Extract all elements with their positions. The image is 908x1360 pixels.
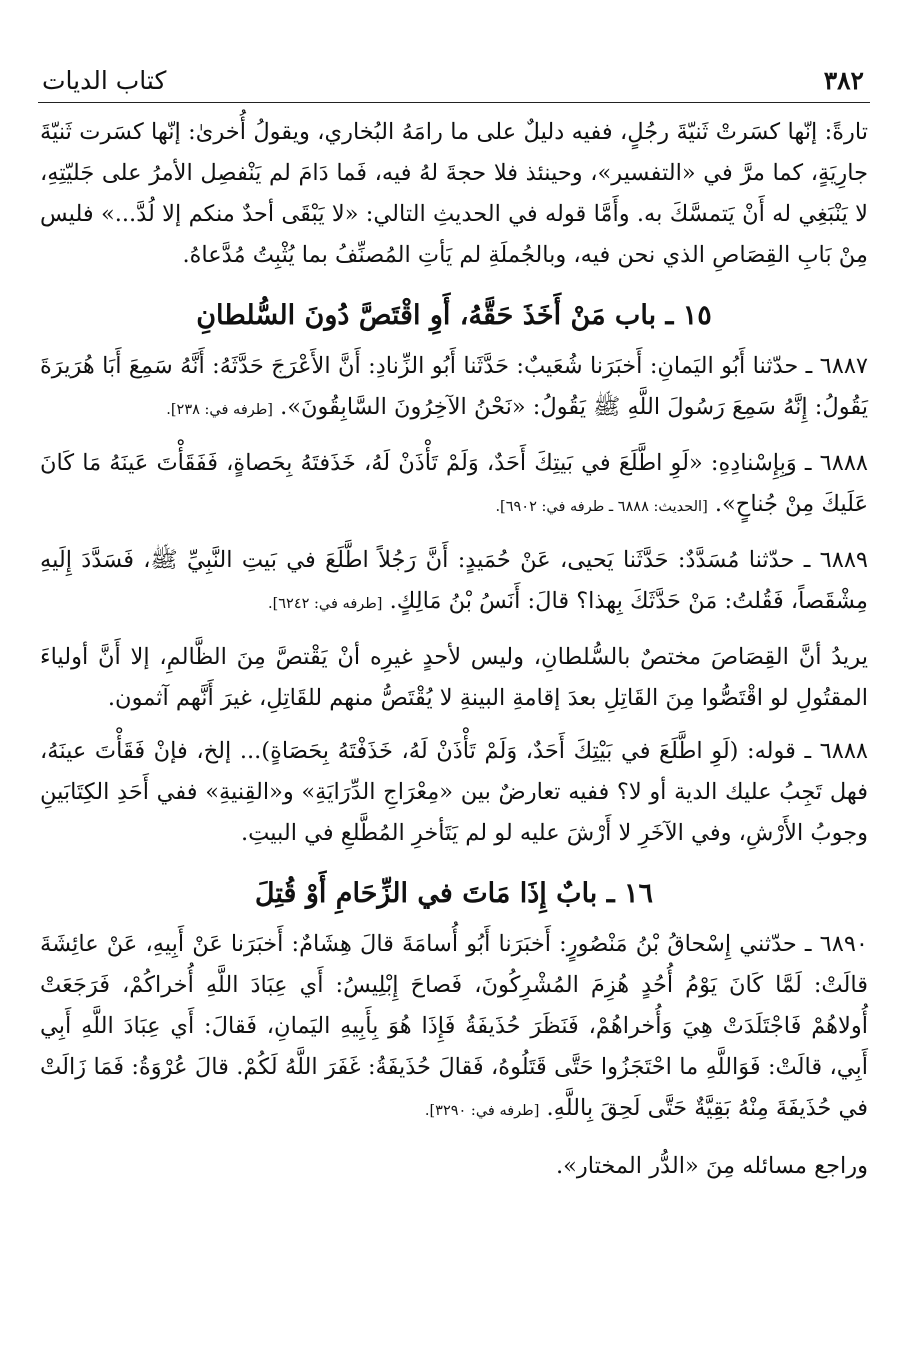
page-header bbox=[38, 58, 870, 103]
closing-line: وراجع مسائله مِنَ «الدُّر المختار». bbox=[555, 1153, 868, 1179]
hadith-6890: ٦٨٩٠ ـ حدّثني إِسْحاقُ بْنُ مَنْصُورٍ: أَخبَرَنا أَبُو أُسامَةَ قالَ هِشَامٌ: أَخبَرَنا عَنْ أَبِيهِ، عَنْ عائِشَةَ قالَتْ: لَمَّا كَانَ يَوْمُ أُحُدٍ هُزِمَ المُشْرِكُونَ، فَصاحَ إِبْلِيسُ: أَي عِبَادَ اللَّهِ أُخراكُمْ، فَرَجَعَتْ أُولاهُمْ فَاجْتَلَدَتْ هِيَ وَأُخراهُمْ، فَنَظَرَ حُذَيفَةُ فَإِذَا هُوَ بِأَبِيهِ اليَمانِ، فَقالَ: أَي عِبَادَ اللَّهِ أَبِي أَبِي، قالَتْ: فَوَاللَّهِ ما احْتَجَزُوا حَتَّى قَتَلُوهُ، فَقالَ حُذَيفَةُ: غَفَرَ اللَّهُ لَكُمْ. قالَ عُرْوَةُ: فَمَا زَالَتْ في حُذَيفَةَ مِنْهُ بَقِيَّةٌ حَتَّى لَحِقَ بِاللَّهِ. [طرفه في: ٣٢٩٠]. bbox=[40, 931, 868, 1121]
page-content bbox=[40, 112, 868, 1210]
hadith-6888: ٦٨٨٨ ـ وَبِإِسْنادِهِ: «لَوِ اطَّلَعَ في بَيتِكَ أَحَدٌ، وَلَمْ تَأْذَنْ لَهُ، خَذَفتَهُ بِحَصاةٍ، فَفَقَأْتَ عَينَهُ مَا كَانَ عَلَيكَ مِنْ جُناحٍ». [الحديث: ٦٨٨٨ ـ طرفه في: ٦٩٠٢]. bbox=[40, 450, 868, 517]
hadith-6887: ٦٨٨٧ ـ حدّثنا أَبُو اليَمانِ: أَخبَرَنا شُعَيبٌ: حَدَّثَنا أَبُو الزِّنادِ: أَنَّ الأَعْرَجَ حَدَّثَهُ: أَنَّهُ سَمِعَ أَبَا هُرَيرَةَ يَقُولُ: إِنَّهُ سَمِعَ رَسُولَ اللَّهِ ﷺ يَقُولُ: «نَحْنُ الآخِرُونَ السَّابِقُونَ». [طرفه في: ٢٣٨]. bbox=[40, 353, 868, 420]
commentary-paragraph: يريدُ أنَّ القِصَاصَ مختصٌ بالسُّلطانِ، وليس لأحدٍ غيرِه أنْ يَقْتصَّ مِنَ الظَّالمِ، إلا أَنَّ أولياءَ المقتُولِ لو اقْتَصُّوا مِنَ القَاتِلِ بعدَ إقامةِ البينةِ لا يُقْتَصُّ منهم للقَاتِلِ، غيرَ أَنَّهم آثمون. bbox=[40, 644, 868, 711]
cross-reference: [طرفه في: ٢٣٨]. bbox=[166, 402, 273, 418]
book-title: كتاب الديات bbox=[42, 66, 167, 95]
chapter-15-heading: ١٥ ـ باب مَنْ أَخَذَ حَقَّهُ، أَوِ اقْتَصَّ دُونَ السُّلطانِ bbox=[196, 300, 712, 331]
cross-reference: [طرفه في: ٦٢٤٢]. bbox=[267, 596, 383, 612]
intro-paragraph: تارةً: إنّها كسَرتْ ثَنيّةَ رجُلٍ، ففيه دليلٌ على ما رامَهُ البُخاري، ويقولُ أُخرىٰ: إنّها كسَرت ثَنيّةَ جارِيَةٍ، كما مرَّ في «التفسير»، وحينئذ فلا حجةَ لهُ فيه، فَما دَامَ لم يَنْفصِل الأمرُ على جَليّتِهِ، لا يَنْبَغِي له أَنْ يَتمسَّكَ به. وأَمَّا قوله في الحديثِ التالي: «لا يَبْقَى أحدٌ منكم إلا لُدَّ...» فليس مِنْ بَابِ القِصَاصِ الذي نحن فيه، وبالجُملَةِ لم يَأتِ المُصنِّفُ بما يُثْبِتُ مُدَّعاهُ. bbox=[40, 119, 868, 268]
cross-reference: [طرفه في: ٣٢٩٠]. bbox=[424, 1103, 540, 1119]
chapter-16-heading: ١٦ ـ بابٌ إِذَا مَاتَ في الزِّحَامِ أَوْ قُتِلَ bbox=[254, 878, 654, 909]
page-number: ٣٨٢ bbox=[823, 66, 864, 95]
commentary-6888: ٦٨٨٨ ـ قوله: (لَوِ اطَّلَعَ في بَيْتِكَ أَحَدٌ، وَلَمْ تَأْذَنْ لَهُ، خَذَفْتَهُ بِحَصَاةٍ)... إلخ، فإنْ فَقَأْتَ عينَهُ، فهل تَجِبُ عليك الدية أو لا؟ ففيه تعارضٌ بين «مِعْرَاجِ الدِّرَايَةِ» و«القِنيةِ» ففي أَحَدِ الكِتَابَينِ وجوبُ الأَرْشِ، وفي الآخَرِ لا أَرْشَ عليه لو لم يَتَأخرِ المُطَّلعِ في البيتِ. bbox=[40, 738, 868, 846]
hadith-6889: ٦٨٨٩ ـ حدّثنا مُسَدَّدٌ: حَدَّثَنا يَحيى، عَنْ حُمَيدٍ: أَنَّ رَجُلاً اطَّلَعَ في بَيتِ النَّبِيِّ ﷺ، فَسَدَّدَ إِلَيهِ مِشْقَصاً، فَقُلتُ: مَنْ حَدَّثَكَ بِهذا؟ قالَ: أَنَسُ بْنُ مَالِكٍ. [طرفه في: ٦٢٤٢]. bbox=[40, 547, 868, 614]
cross-reference: [الحديث: ٦٨٨٨ ـ طرفه في: ٦٩٠٢]. bbox=[495, 499, 708, 515]
